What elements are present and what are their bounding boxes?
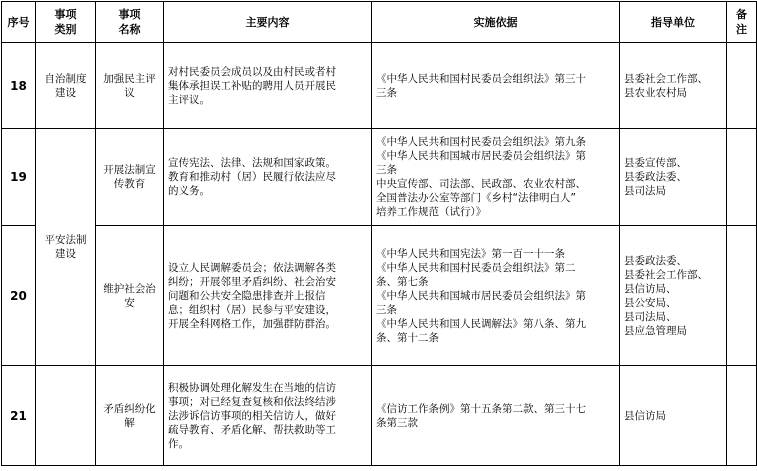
matters-table	[1, 1, 757, 466]
header-category: 事项 类别	[36, 2, 96, 43]
row-basis: 《中华人民共和国村民委员会组织法》第九条 《中华人民共和国城市居民委员会组织法》第 三条 中央宣传部、司法部、民政部、农业农村部、 全国普法办公室等部门《乡村“法律明白人” 培养工作规范（试行）》	[372, 129, 620, 226]
row-category: 平安法制 建设	[36, 129, 96, 366]
table-header-row	[2, 2, 757, 43]
row-note	[727, 43, 757, 129]
row-basis: 《中华人民共和国村民委员会组织法》第三十 三条	[372, 43, 620, 129]
header-name: 事项 名称	[96, 2, 164, 43]
row-content: 设立人民调解委员会；依法调解各类 纠纷；开展邻里矛盾纠纷、社会治安 问题和公共安全隐患排查并上报信 息；组织村（居）民参与平安建设， 开展全科网格工作，加强群防群治。	[164, 226, 372, 366]
row-basis: 《信访工作条例》第十五条第二款、第三十七 条第三款	[372, 366, 620, 466]
row-basis: 《中华人民共和国宪法》第一百一十一条 《中华人民共和国村民委员会组织法》第二 条、第七条 《中华人民共和国城市居民委员会组织法》第 三条 《中华人民共和国人民调解法》第八条、第九 条、第十二条	[372, 226, 620, 366]
row-unit: 县委社会工作部、 县农业农村局	[620, 43, 727, 129]
row-seq: 19	[2, 129, 36, 226]
row-category: 自治制度 建设	[36, 43, 96, 129]
row-note	[727, 366, 757, 466]
header-seq: 序号	[2, 2, 36, 43]
row-note	[727, 129, 757, 226]
table-row-20	[2, 226, 757, 366]
table-row-18	[2, 43, 757, 129]
header-note: 备 注	[727, 2, 757, 43]
row-content: 对村民委员会成员以及由村民或者村 集体承担误工补贴的聘用人员开展民 主评议。	[164, 43, 372, 129]
row-name: 矛盾纠纷化 解	[96, 366, 164, 466]
table-row-21	[2, 366, 757, 466]
row-unit: 县委宣传部、 县委政法委、 县司法局	[620, 129, 727, 226]
row-name: 开展法制宣 传教育	[96, 129, 164, 226]
header-basis: 实施依据	[372, 2, 620, 43]
row-category	[36, 366, 96, 466]
row-name: 维护社会治 安	[96, 226, 164, 366]
row-name: 加强民主评 议	[96, 43, 164, 129]
row-seq: 18	[2, 43, 36, 129]
row-note	[727, 226, 757, 366]
header-content: 主要内容	[164, 2, 372, 43]
row-seq: 20	[2, 226, 36, 366]
row-unit: 县信访局	[620, 366, 727, 466]
row-unit: 县委政法委、 县委社会工作部、 县信访局、 县公安局、 县司法局、 县应急管理局	[620, 226, 727, 366]
header-unit: 指导单位	[620, 2, 727, 43]
row-seq: 21	[2, 366, 36, 466]
table-row-19	[2, 129, 757, 226]
row-content: 积极协调处理化解发生在当地的信访 事项；对已经复查复核和依法终结涉 法涉诉信访事项的相关信访人，做好 疏导教育、矛盾化解、帮扶救助等工 作。	[164, 366, 372, 466]
row-content: 宣传宪法、法律、法规和国家政策。 教育和推动村（居）民履行依法应尽 的义务。	[164, 129, 372, 226]
